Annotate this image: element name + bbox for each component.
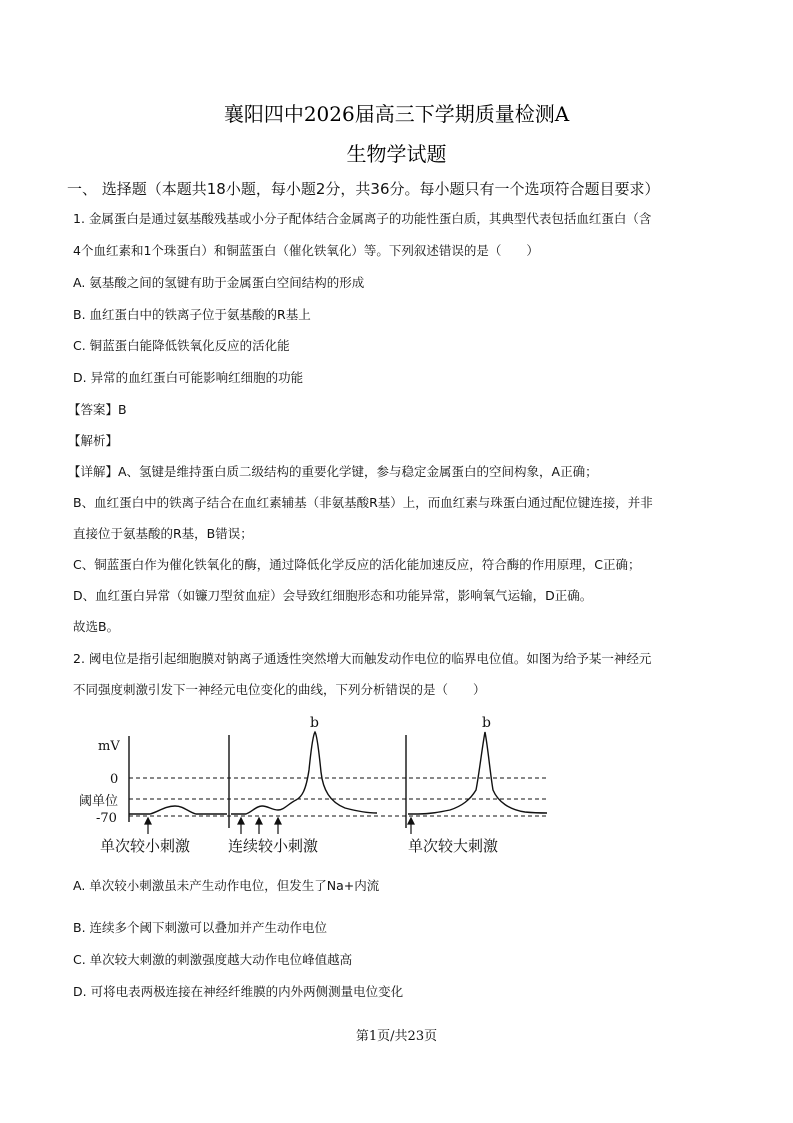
q1-stem-line2: 4个血红素和1个珠蛋白）和铜蓝蛋白（催化铁氧化）等。下列叙述错误的是（ ） [73, 243, 539, 258]
trace-single-large [408, 732, 547, 814]
page-footer: 第1页/共23页 [355, 1029, 438, 1044]
q1-analysis-line: B、血红蛋白中的铁离子结合在血红素辅基（非氨基酸R基）上，而血红素与珠蛋白通过配位键连接，并非 [73, 495, 653, 510]
panel-caption: 单次较大刺激 [408, 837, 499, 855]
y-tick-label: -70 [96, 811, 117, 826]
y-tick-label: 0 [110, 772, 119, 787]
q2-option-d: D. 可将电表两极连接在神经纤维膜的内外两侧测量电位变化 [73, 984, 404, 999]
trace-single-small [129, 806, 227, 814]
trace-repeated-small [231, 732, 377, 814]
peak-label: b [310, 715, 319, 731]
y-tick-label: 阈单位 [79, 794, 119, 809]
q1-option-b: B. 血红蛋白中的铁离子位于氨基酸的R基上 [73, 307, 311, 322]
q1-analysis-line: 故选B。 [73, 619, 120, 634]
q1-option-a: A. 氨基酸之间的氢键有助于金属蛋白空间结构的形成 [73, 275, 365, 290]
q1-analysis-line: C、铜蓝蛋白作为催化铁氧化的酶，通过降低化学反应的活化能加速反应，符合酶的作用原理，C正确； [73, 557, 641, 572]
section-heading: 一、 选择题（本题共18小题，每小题2分，共36分。每小题只有一个选项符合题目要求） [67, 180, 660, 198]
stimulus-arrow-head [256, 818, 262, 824]
stimulus-arrow-head [275, 818, 281, 824]
q2-option-c: C. 单次较大刺激的刺激强度越大动作电位峰值越高 [73, 952, 353, 967]
q1-analysis-line: D、血红蛋白异常（如镰刀型贫血症）会导致红细胞形态和功能异常，影响氧气运输，D正确。 [73, 588, 593, 603]
q1-analysis-line: 直接位于氨基酸的R基，B错误； [73, 526, 253, 541]
exam-title: 襄阳四中2026届高三下学期质量检测A [223, 102, 570, 126]
q1-option-c: C. 铜蓝蛋白能降低铁氧化反应的活化能 [73, 338, 290, 353]
q2-option-b: B. 连续多个阈下刺激可以叠加并产生动作电位 [73, 920, 328, 935]
q1-answer: 【答案】B [68, 402, 127, 417]
stimulus-arrow-head [408, 818, 414, 824]
peak-label: b [482, 715, 491, 731]
stimulus-arrow-head [238, 818, 244, 824]
q1-analysis-line: 【详解】A、氢键是维持蛋白质二级结构的重要化学键，参与稳定金属蛋白的空间构象，A正确； [68, 464, 598, 479]
q2-option-a: A. 单次较小刺激虽未产生动作电位，但发生了Na+内流 [73, 878, 380, 893]
stimulus-arrow-head [145, 818, 151, 824]
panel-caption: 连续较小刺激 [228, 837, 319, 855]
exam-subtitle: 生物学试题 [346, 142, 447, 166]
q2-stem-line2: 不同强度刺激引发下一神经元电位变化的曲线，下列分析错误的是（ ） [73, 682, 486, 697]
y-unit-label: mV [98, 739, 120, 754]
q1-analysis-label: 【解析】 [68, 433, 119, 448]
panel-caption: 单次较小刺激 [100, 837, 191, 855]
q1-option-d: D. 异常的血红蛋白可能影响红细胞的功能 [73, 370, 304, 385]
q1-stem-line1: 1. 金属蛋白是通过氨基酸残基或小分子配体结合金属离子的功能性蛋白质，其典型代表包括血红蛋白（含 [73, 211, 652, 226]
q2-stem-line1: 2. 阈电位是指引起细胞膜对钠离子通透性突然增大而触发动作电位的临界电位值。如图为给予某一神经元 [73, 651, 652, 666]
